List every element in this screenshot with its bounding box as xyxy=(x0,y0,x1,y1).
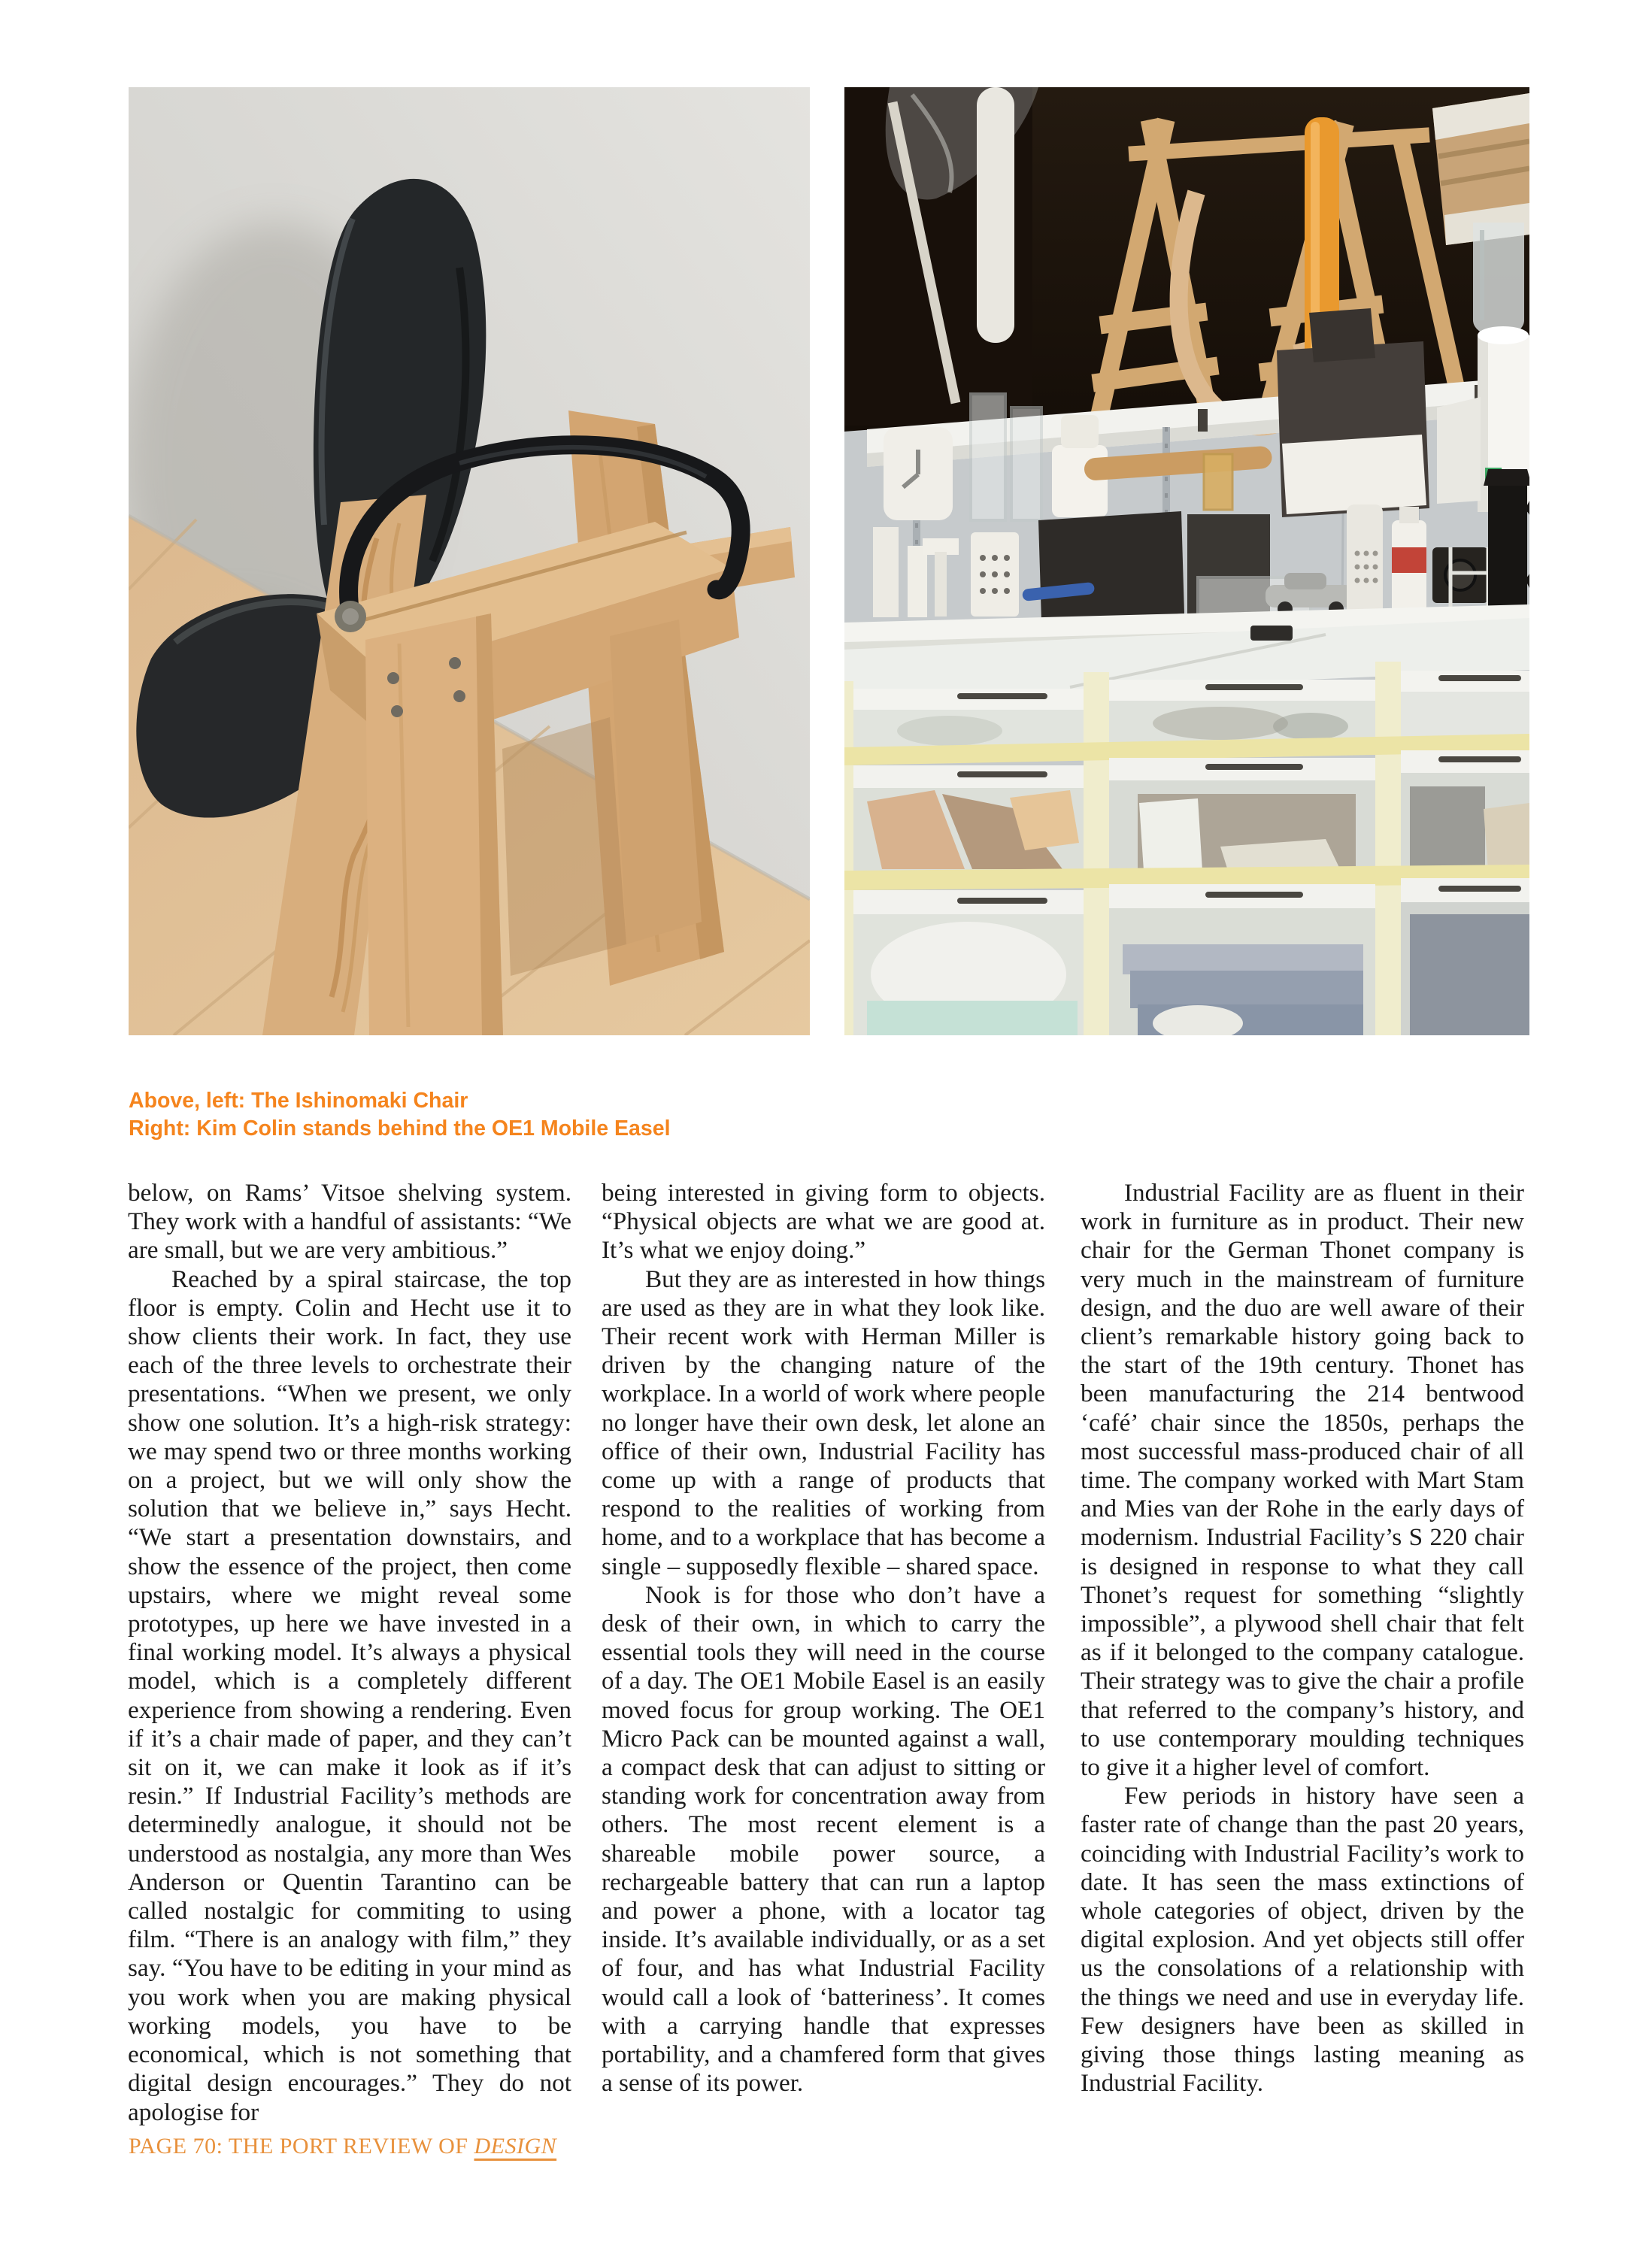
article-paragraph: Reached by a spiral staircase, the top floor is empty. Colin and Hecht use it to show clients their work. In fact, they use each of the three levels to orchestrate their presentations. “When we present, we only show one solution. It’s a high-risk strategy: we may spend two or three months working on a project, but we will only show the solution that we believe in,” says Hecht. “We start a presentation downstairs, and show the essence of the project, then come upstairs, where we might reveal some prototypes, up here we have invested in a final working model. It’s always a physical model, which is a completely different experience from showing a rendering. Even if it’s a chair made of paper, and they can’t sit on it, we can make it look as if it’s resin.” If Industrial Facility’s methods are determinedly analogue, it should not be understood as nostalgia, any more than Wes Anderson or Quentin Tarantino can be called nostalgic for commiting to using film. “There is an analogy with film,” they say. “You have to be editing in your mind as you work when you are making physical working models, you have to be economical, which is not something that digital design encourages.” They do not apologise for xyxy=(128,1265,571,2126)
drawer-row-2 xyxy=(853,750,1529,871)
footer-text: PAGE 70: THE PORT REVIEW OF xyxy=(129,2134,474,2159)
drawer-unit xyxy=(844,618,1529,1035)
article-column-1 xyxy=(128,1179,571,2127)
article-paragraph: But they are as interested in how things are used as they are in what they look like. Their recent work with Herman Miller is driven by the changing nature of the workplace. In a world of work where people no longer have their own desk, let alone an office of their own, Industrial Facility has come up with a range of products that respond to the realities of working from home, and to a workplace that has become a single – supposedly flexible – shared space. xyxy=(602,1265,1045,1580)
page-footer xyxy=(129,2134,556,2159)
article-column-3 xyxy=(1081,1179,1524,2098)
ishinomaki-chair-illustration xyxy=(129,87,810,1035)
studio-shelving-illustration xyxy=(844,87,1529,1035)
glass-vase xyxy=(1473,223,1524,337)
photo-studio-shelving xyxy=(844,87,1529,1035)
article-paragraph: Few periods in history have seen a faster rate of change than the past 20 years, coinciding with Industrial Facility’s work to date. It has seen the mass extinctions of whole categories of object, driven by the digital explosion. And yet objects still offer us the consolations of a relationship with the things we need and use in everyday life. Few designers have been as skilled in giving those things lasting meaning as Industrial Facility. xyxy=(1081,1782,1524,2098)
article-paragraph: below, on Rams’ Vitsoe shelving system. They work with a handful of assistants: “We are small, but we are very ambitious.” xyxy=(128,1179,571,1265)
footer-magazine-link[interactable]: DESIGN xyxy=(474,2134,557,2159)
wood-front-leg xyxy=(365,613,503,1035)
drawer-row-3 xyxy=(853,878,1529,1035)
article-column-2 xyxy=(602,1179,1045,2098)
photo-ishinomaki-chair xyxy=(129,87,810,1035)
article-paragraph: being interested in giving form to objects. “Physical objects are what we are good at. It’s what we enjoy doing.” xyxy=(602,1179,1045,1265)
caption-line-1: Above, left: The Ishinomaki Chair xyxy=(129,1089,468,1113)
caption-line-2: Right: Kim Colin stands behind the OE1 Mobile Easel xyxy=(129,1116,671,1141)
rolled-textile xyxy=(1432,93,1529,245)
article-paragraph: Nook is for those who don’t have a desk of their own, in which to carry the essential tools they will need in the course of a day. The OE1 Mobile Easel is an easily moved focus for group working. The OE1 Micro Pack can be mounted against a wall, a compact desk that can adjust to sitting or standing work for concentration away from others. The most recent element is a shareable mobile power source, a rechargeable battery that can run a laptop and power a phone, with a locator tag inside. It’s available individually, or as a set of four, and has what Industrial Facility would call a look of ‘batteriness’. It comes with a carrying handle that expresses portability, and a chamfered form that gives a sense of its power. xyxy=(602,1580,1045,2098)
article-paragraph: Industrial Facility are as fluent in their work in furniture as in product. Their new chair for the German Thonet company is very much in the mainstream of furniture design, and the duo are well aware of their client’s remarkable history going back to the start of the 19th century. Thonet has been manufacturing the 214 bentwood ‘café’ chair since the 1850s, perhaps the most successful mass-produced chair of all time. The company worked with Mart Stam and Mies van der Rohe in the early days of modernism. Industrial Facility’s S 220 chair is designed in response to what they call Thonet’s request for something “slightly impossible”, a plywood shell chair that felt as if it belonged to the company catalogue. Their strategy was to give the chair a profile that referred to the company’s history, and to use contemporary moulding techniques to give it a higher level of comfort. xyxy=(1081,1179,1524,1782)
photo-caption xyxy=(129,1087,1031,1143)
